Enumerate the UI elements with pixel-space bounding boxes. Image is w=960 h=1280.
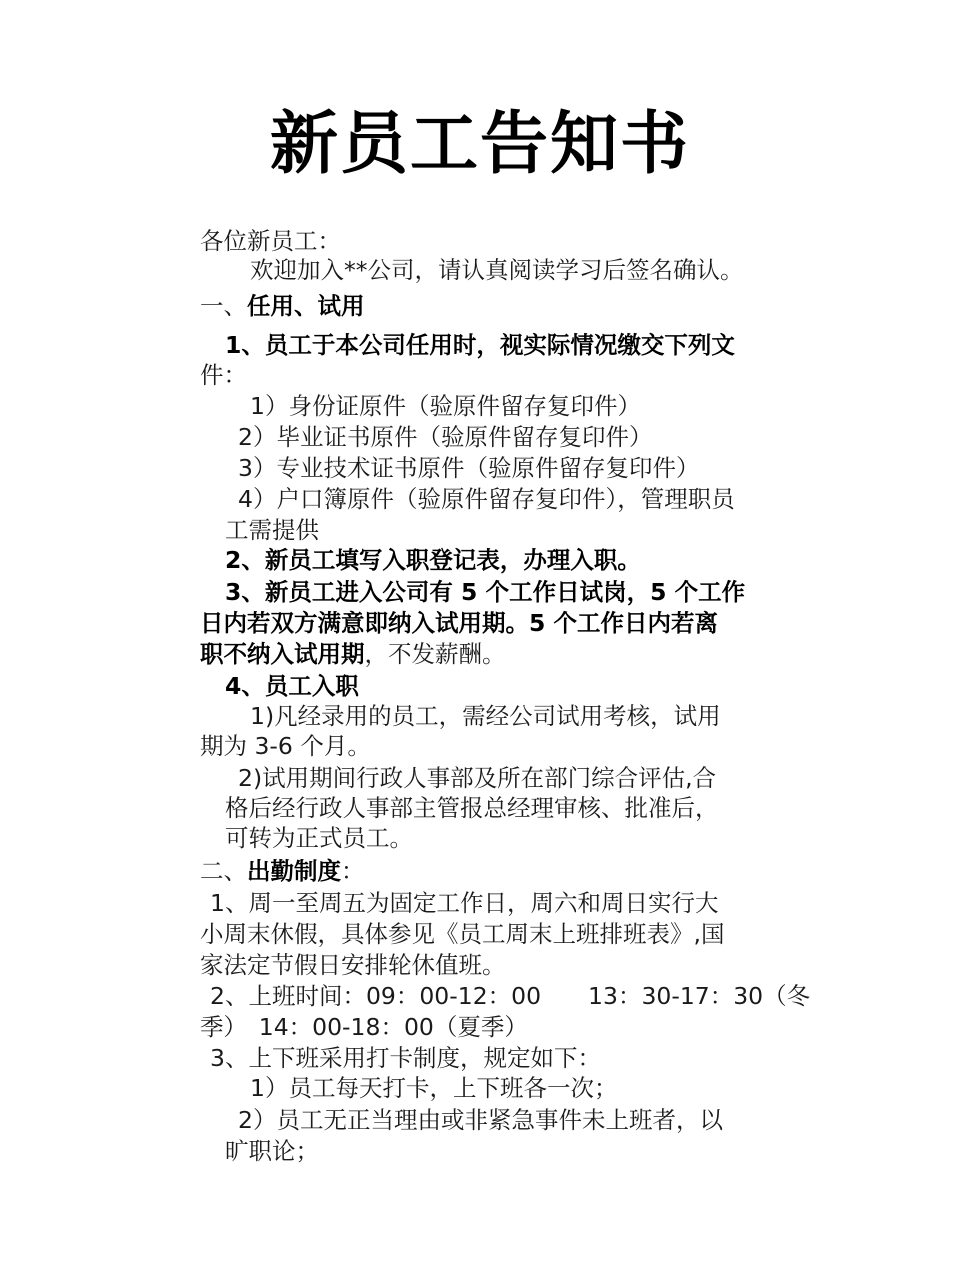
text-segment: ： (341, 857, 365, 885)
bold-text: 任用、试用 (247, 292, 365, 320)
bold-text: 4、员工入职 (225, 672, 359, 700)
text-line (225, 545, 641, 575)
text-segment: 3）专业技术证书原件（验原件留存复印件） (238, 454, 700, 482)
text-segment: 1)凡经录用的员工，需经公司试用考核，试用 (250, 702, 721, 730)
text-line (250, 391, 641, 421)
text-line (210, 981, 810, 1011)
text-line (225, 577, 745, 607)
text-line (225, 823, 413, 853)
text-line (200, 291, 365, 321)
text-line (200, 1012, 528, 1042)
text-segment: 1）员工每天打卡，上下班各一次； (250, 1074, 618, 1102)
text-line (200, 360, 247, 390)
text-segment: 各位新员工： (200, 227, 341, 255)
text-line (250, 255, 744, 285)
text-segment: 家法定节假日安排轮休值班。 (200, 951, 506, 979)
text-line (200, 226, 341, 256)
text-line (225, 671, 359, 701)
text-line (200, 639, 506, 669)
text-line (200, 919, 724, 949)
text-segment: 小周末休假，具体参见《员工周末上班排班表》,国 (200, 920, 725, 948)
text-line (250, 701, 721, 731)
text-segment: 2）员工无正当理由或非紧急事件未上班者，以 (238, 1106, 723, 1134)
text-segment: 二、 (200, 857, 247, 885)
text-segment: 件： (200, 361, 247, 389)
text-line (200, 950, 506, 980)
text-segment: 2、上班时间：09：00-12：00 13：30-17：30（冬 (210, 982, 811, 1010)
text-segment: 1）身份证原件（验原件留存复印件） (250, 392, 641, 420)
text-segment: ，不发薪酬。 (364, 640, 506, 668)
bold-text: 2、新员工填写入职登记表，办理入职。 (225, 546, 641, 574)
text-line (238, 763, 716, 793)
text-segment: 工需提供 (225, 516, 319, 544)
text-line (210, 1043, 601, 1073)
text-line (200, 731, 371, 761)
text-segment: 4）户口簿原件（验原件留存复印件），管理职员 (238, 485, 735, 513)
document-title: 新员工告知书 (269, 105, 690, 184)
text-line (225, 330, 735, 360)
bold-text: 3、新员工进入公司有 5 个工作日试岗，5 个工作 (225, 578, 746, 606)
text-line (238, 484, 735, 514)
text-segment: 旷职论； (225, 1137, 319, 1165)
text-segment: 期为 3-6 个月。 (200, 732, 371, 760)
text-segment: 2）毕业证书原件（验原件留存复印件） (238, 423, 653, 451)
text-segment: 欢迎加入**公司，请认真阅读学习后签名确认。 (250, 256, 744, 284)
text-segment: 2)试用期间行政人事部及所在部门综合评估,合 (238, 764, 717, 792)
text-segment: 3、上下班采用打卡制度，规定如下： (210, 1044, 601, 1072)
text-segment: 可转为正式员工。 (225, 824, 413, 852)
bold-text: 出勤制度 (247, 857, 341, 885)
text-line (225, 515, 319, 545)
text-segment: 一、 (200, 292, 247, 320)
text-line (225, 793, 719, 823)
text-line (238, 422, 652, 452)
bold-text: 日内若双方满意即纳入试用期。5 个工作日内若离 (200, 609, 719, 637)
bold-text: 1、员工于本公司任用时，视实际情况缴交下列文 (225, 331, 735, 359)
text-line (250, 1073, 617, 1103)
text-line (238, 453, 699, 483)
text-line (225, 1136, 319, 1166)
text-line (200, 856, 365, 886)
text-line (200, 608, 718, 638)
bold-text: 职不纳入试用期 (200, 640, 365, 668)
text-line (210, 888, 718, 918)
text-segment: 季） 14：00-18：00（夏季） (200, 1013, 528, 1041)
text-segment: 1、周一至周五为固定工作日，周六和周日实行大 (210, 889, 719, 917)
text-line (238, 1105, 723, 1135)
text-segment: 格后经行政人事部主管报总经理审核、批准后， (225, 794, 719, 822)
